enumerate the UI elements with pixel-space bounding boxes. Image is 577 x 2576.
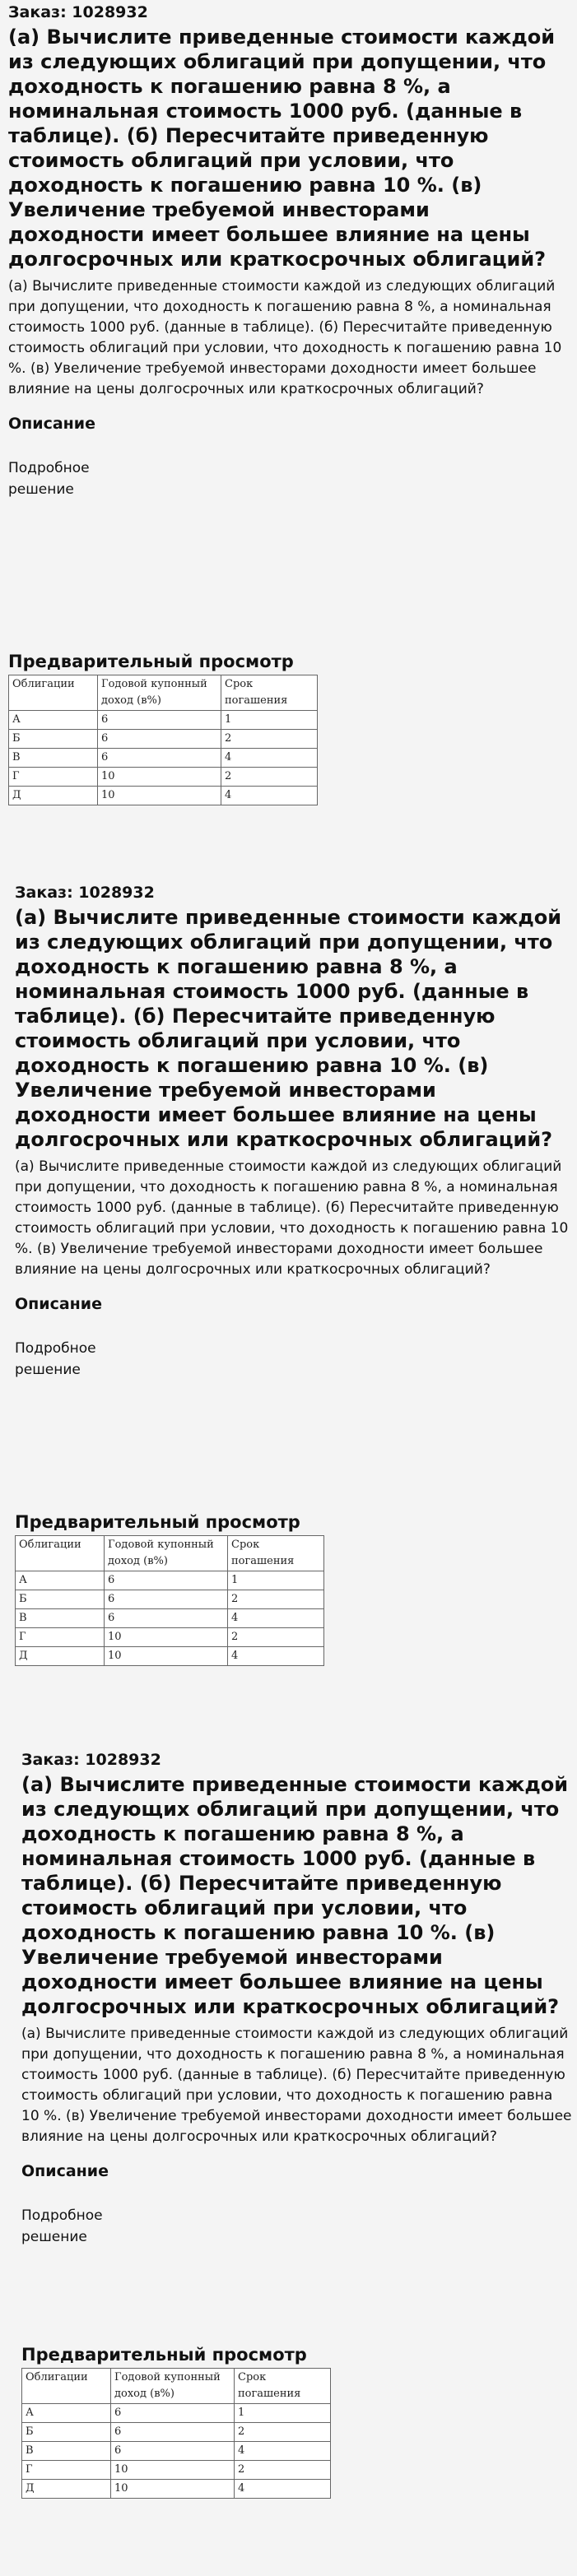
preview-block-2 [0,1512,577,1666]
order-number: Заказ: 1028932 [15,884,155,902]
table-cell: 4 [228,1647,324,1666]
bonds-table [21,2368,331,2499]
table-header-cell: Облигации [16,1536,105,1571]
table-row [22,2461,331,2480]
table-cell: Г [9,768,98,787]
table-row [9,768,318,787]
table-row [9,711,318,730]
table-cell: 1 [228,1571,324,1590]
table-cell: А [9,711,98,730]
table-cell: 10 [111,2461,235,2480]
preview-block-1 [0,652,577,805]
table-cell: 10 [105,1647,228,1666]
table-cell: 6 [111,2404,235,2423]
table-cell: 2 [235,2423,331,2442]
table-cell: В [16,1609,105,1628]
table-row [16,1590,324,1609]
question-title: (а) Вычислите приведенные стоимости каждой из следующих облигаций при допущении, что доходность к погашению равна 8 %, а номинальная стоимость 1000 руб. (данные в таблице). (б) Пересчитайте приведенную стоимость облигаций при условии, что доходность к погашению равна 10 %. (в) Увеличение требуемой инвесторами доходности имеет большее влияние на цены долгосрочных или краткосрочных облигаций? [21,1773,569,2018]
table-cell: 6 [98,749,221,768]
table-row [16,1609,324,1628]
table-cell: 2 [228,1590,324,1609]
detailed-solution-label: Подробное решение [8,460,90,498]
table-header-cell: Срок погашения [221,675,318,711]
description-heading: Описание [15,1295,103,1313]
table-cell: 4 [235,2480,331,2499]
table-header-cell: Годовой купонный доход (в%) [111,2369,235,2404]
table-row [9,787,318,805]
table-cell: 6 [111,2442,235,2461]
table-cell: Б [16,1590,105,1609]
table-cell: Г [16,1628,105,1647]
table-cell: 2 [221,768,318,787]
table-cell: 4 [228,1609,324,1628]
table-row [22,2404,331,2423]
description-heading: Описание [8,415,96,433]
table-cell: 4 [221,787,318,805]
table-cell: 2 [221,730,318,749]
table-row [22,2442,331,2461]
table-header-cell: Годовой купонный доход (в%) [105,1536,228,1571]
table-cell: 6 [111,2423,235,2442]
table-cell: Д [22,2480,111,2499]
preview-heading: Предварительный просмотр [15,1512,300,1532]
table-cell: 1 [221,711,318,730]
preview-block-3 [0,2345,577,2499]
question-body: (а) Вычислите приведенные стоимости каждой из следующих облигаций при допущении, что доходность к погашению равна 8 %, а номинальная стоимость 1000 руб. (данные в таблице). (б) Пересчитайте приведенную стоимость облигаций при условии, что доходность к погашению равна 10 %. (в) Увеличение требуемой инвесторами доходности имеет большее влияние на цены долгосрочных или краткосрочных облигаций? [21,2026,572,2145]
order-block-3 [0,1751,572,2248]
question-title: (а) Вычислите приведенные стоимости каждой из следующих облигаций при допущении, что доходность к погашению равна 8 %, а номинальная стоимость 1000 руб. (данные в таблице). (б) Пересчитайте приведенную стоимость облигаций при условии, что доходность к погашению равна 10 %. (в) Увеличение требуемой инвесторами доходности имеет большее влияние на цены долгосрочных или краткосрочных облигаций? [8,26,556,271]
question-body: (а) Вычислите приведенные стоимости каждой из следующих облигаций при допущении, что доходность к погашению равна 8 %, а номинальная стоимость 1000 руб. (данные в таблице). (б) Пересчитайте приведенную стоимость облигаций при условии, что доходность к погашению равна 10 %. (в) Увеличение требуемой инвесторами доходности имеет большее влияние на цены долгосрочных или краткосрочных облигаций? [15,1158,569,1278]
table-header-cell: Срок погашения [235,2369,331,2404]
table-row [16,1571,324,1590]
bonds-table [8,675,318,805]
table-header-cell: Облигации [22,2369,111,2404]
table-cell: А [22,2404,111,2423]
table-row [22,2423,331,2442]
detailed-solution-label: Подробное решение [21,2207,103,2245]
order-block-1 [0,3,572,500]
table-header-cell: Облигации [9,675,98,711]
table-cell: 6 [98,730,221,749]
question-title: (а) Вычислите приведенные стоимости каждой из следующих облигаций при допущении, что доходность к погашению равна 8 %, а номинальная стоимость 1000 руб. (данные в таблице). (б) Пересчитайте приведенную стоимость облигаций при условии, что доходность к погашению равна 10 %. (в) Увеличение требуемой инвесторами доходности имеет большее влияние на цены долгосрочных или краткосрочных облигаций? [15,906,562,1151]
table-cell: 4 [235,2442,331,2461]
table-cell: 4 [221,749,318,768]
table-cell: 6 [105,1571,228,1590]
table-cell: Г [22,2461,111,2480]
table-row [22,2480,331,2499]
table-cell: Д [9,787,98,805]
table-cell: В [22,2442,111,2461]
table-cell: 6 [98,711,221,730]
table-cell: Б [22,2423,111,2442]
table-header-cell: Годовой купонный доход (в%) [98,675,221,711]
table-cell: А [16,1571,105,1590]
table-cell: 10 [98,787,221,805]
detailed-solution-label: Подробное решение [15,1340,96,1378]
table-row [9,749,318,768]
table-cell: 10 [98,768,221,787]
order-number: Заказ: 1028932 [8,3,148,21]
table-cell: 6 [105,1609,228,1628]
table-header-row [22,2369,331,2404]
order-block-2 [0,884,572,1381]
table-row [9,730,318,749]
table-row [16,1647,324,1666]
table-cell: 10 [105,1628,228,1647]
table-cell: 2 [228,1628,324,1647]
table-header-row [9,675,318,711]
bonds-table [15,1535,324,1666]
table-header-row [16,1536,324,1571]
table-cell: 2 [235,2461,331,2480]
table-cell: 1 [235,2404,331,2423]
table-cell: 6 [105,1590,228,1609]
table-cell: Д [16,1647,105,1666]
table-cell: В [9,749,98,768]
table-header-cell: Срок погашения [228,1536,324,1571]
order-number: Заказ: 1028932 [21,1751,161,1769]
table-row [16,1628,324,1647]
question-body: (а) Вычислите приведенные стоимости каждой из следующих облигаций при допущении, что доходность к погашению равна 8 %, а номинальная стоимость 1000 руб. (данные в таблице). (б) Пересчитайте приведенную стоимость облигаций при условии, что доходность к погашению равна 10 %. (в) Увеличение требуемой инвесторами доходности имеет большее влияние на цены долгосрочных или краткосрочных облигаций? [8,278,562,397]
preview-heading: Предварительный просмотр [8,652,294,671]
table-cell: 10 [111,2480,235,2499]
description-heading: Описание [21,2162,109,2180]
preview-heading: Предварительный просмотр [21,2345,307,2365]
table-cell: Б [9,730,98,749]
